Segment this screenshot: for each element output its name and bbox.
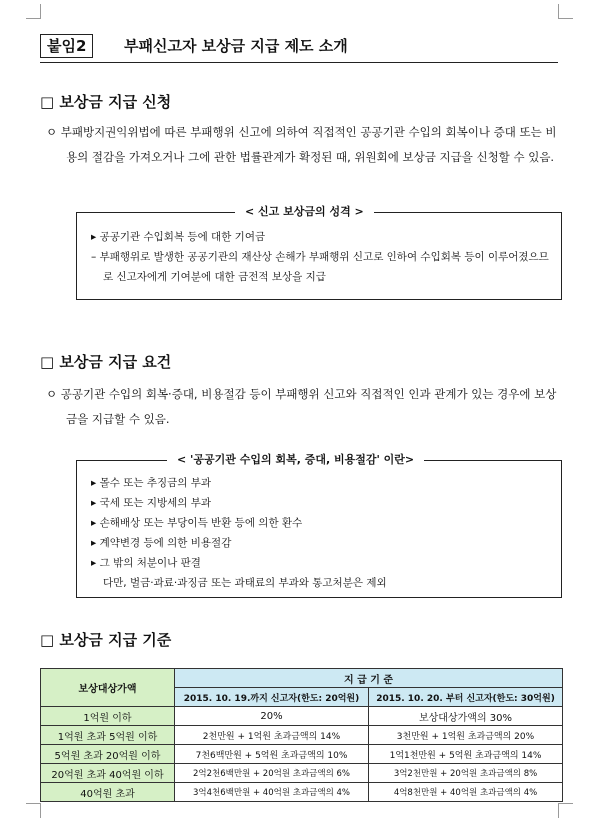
list-item: ▸ 손해배상 또는 부당이득 반환 등에 의한 환수 [91,517,303,529]
document-title-row [40,34,558,63]
section-heading-apply: □ 보상금 지급 신청 [40,93,172,111]
table-cell: 1억원 이하 [41,707,175,726]
crop-mark-top-left [26,4,41,19]
document-title: 부패신고자 보상금 지급 제도 소개 [124,37,348,55]
table-cell: 1억원 초과 5억원 이하 [41,726,175,745]
table-cell: 4억8천만원 + 40억원 초과금액의 4% [369,783,563,802]
revenue-recovery-list [77,461,561,593]
list-item: – 부패행위로 발생한 공공기관의 재산상 손해가 부패행위 신고로 인하여 수입회복 등이 이루어졌으므로 신고자에게 기여분에 대한 금전적 보상을 지급 [91,251,549,283]
table-cell: 1억1천만원 + 5억원 초과금액의 14% [369,745,563,764]
crop-mark-bottom-right [558,803,573,818]
reward-criteria-table [40,668,563,802]
section-heading-criteria: □ 보상금 지급 기준 [40,631,172,649]
table-cell: 5억원 초과 20억원 이하 [41,745,175,764]
table-row [41,745,563,764]
table-cell: 2천만원 + 1억원 초과금액의 14% [175,726,369,745]
section-paragraph-requirements: ㅇ 공공기관 수입의 회복·증대, 비용절감 등이 부패행위 신고와 직접적인 인과 관계가 있는 경우에 보상금을 지급할 수 있음. [46,387,557,426]
list-item: ▸ 계약변경 등에 의한 비용절감 [91,537,232,549]
table-row [41,764,563,783]
table-cell: 7천6백만원 + 5억원 초과금액의 10% [175,745,369,764]
section-paragraph-apply: ㅇ 부패방지권익위법에 따른 부패행위 신고에 의하여 직접적인 공공기관 수입의 회복이나 증대 또는 비용의 절감을 가져오거나 그에 관한 법률관계가 확정된 때, 위원회에 보상금 지급을 신청할 수 있음. [46,125,557,164]
attachment-label: 붙임2 [40,34,93,58]
table-cell: 3억4천6백만원 + 40억원 초과금액의 4% [175,783,369,802]
list-item: ▸ 몰수 또는 추징금의 부과 [91,477,212,489]
list-item: ▸ 그 밖의 처분이나 판결 [91,557,201,569]
list-item-note: 다만, 벌금·과료·과징금 또는 과태료의 부과와 통고처분은 제외 [103,577,387,589]
table-cell: 20% [175,707,369,726]
revenue-recovery-box [76,453,562,598]
table-cell: 2억2천6백만원 + 20억원 초과금액의 6% [175,764,369,783]
table-header-row [41,669,563,688]
table-header-cell: 2015. 10. 20. 부터 신고자(한도: 30억원) [369,688,563,707]
section-heading-requirements: □ 보상금 지급 요건 [40,353,172,371]
table-cell: 보상대상가액의 30% [369,707,563,726]
table-header-cell: 2015. 10. 19.까지 신고자(한도: 20억원) [175,688,369,707]
reward-nature-list [77,213,561,287]
reward-nature-box [76,205,562,300]
list-item: ▸ 국세 또는 지방세의 부과 [91,497,212,509]
reward-nature-box-title: < 신고 보상금의 성격 > [235,204,374,220]
table-cell: 20억원 초과 40억원 이하 [41,764,175,783]
table-row [41,707,563,726]
crop-mark-bottom-left [26,803,41,818]
crop-mark-top-right [558,4,573,19]
table-row [41,783,563,802]
table-cell: 3천만원 + 1억원 초과금액의 20% [369,726,563,745]
table-row [41,726,563,745]
list-item: ▸ 공공기관 수입회복 등에 대한 기여금 [91,231,266,243]
table-cell: 40억원 초과 [41,783,175,802]
revenue-recovery-box-title: < '공공기관 수입의 회복, 증대, 비용절감' 이란> [167,452,424,468]
table-header-cell: 보상대상가액 [41,669,175,707]
table-header-cell: 지 급 기 준 [175,669,563,688]
table-cell: 3억2천만원 + 20억원 초과금액의 8% [369,764,563,783]
